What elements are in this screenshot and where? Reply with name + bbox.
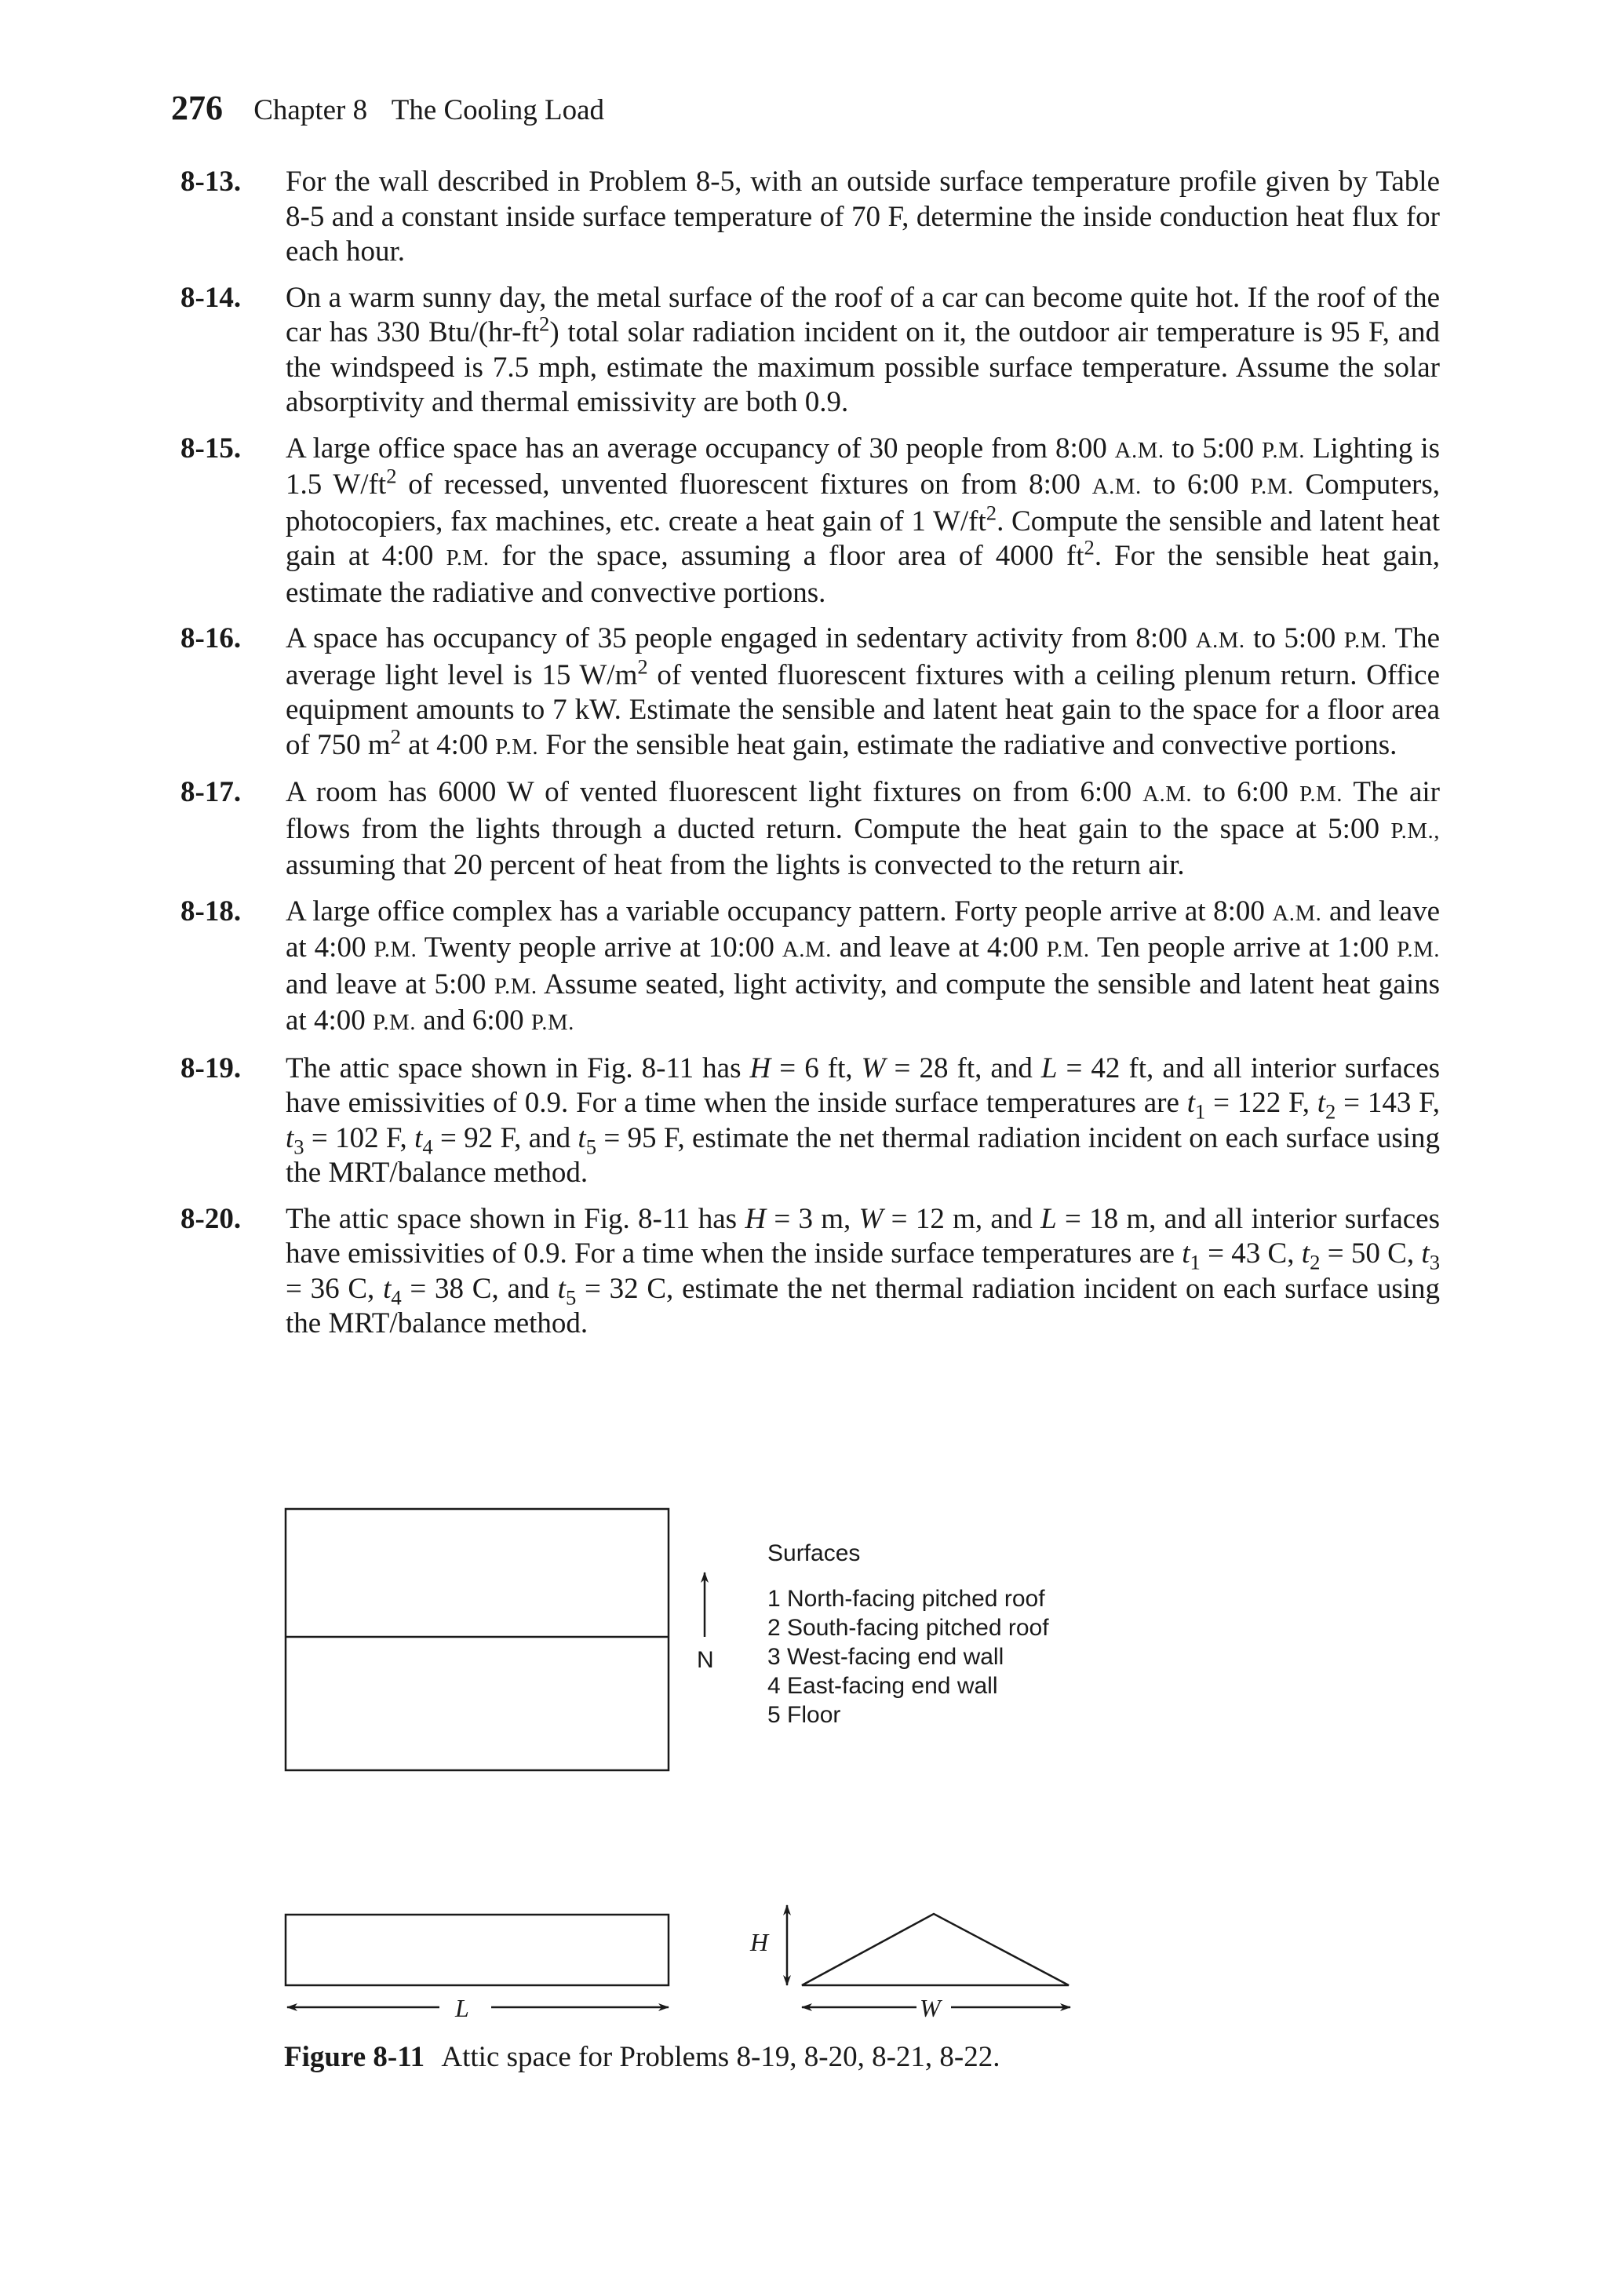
text-segment: 2 xyxy=(386,464,397,488)
front-view xyxy=(286,1915,669,1985)
text-segment: A large office space has an average occupancy of 30 people from 8:00 xyxy=(286,432,1115,465)
text-segment: P.M. xyxy=(1343,628,1387,653)
surface-item: 4 East-facing end wall xyxy=(767,1673,998,1699)
text-segment: t xyxy=(1317,1087,1326,1119)
text-segment: to 6:00 xyxy=(1141,468,1251,501)
text-segment: = 95 F, estimate the net thermal radiation incident on each surface using the MRT/balance method. xyxy=(286,1121,1440,1189)
text-segment: . For the sensible heat gain, estimate the radiative and convective portions. xyxy=(286,540,1440,609)
chapter-label: Chapter 8 xyxy=(253,94,368,126)
width-label: W xyxy=(920,1994,941,2022)
text-segment: Twenty people arrive at 10:00 xyxy=(417,931,782,964)
text-segment: 2 xyxy=(1310,1250,1321,1274)
text-segment: assuming that 20 percent of heat from the lights is convected to the return air. xyxy=(286,849,1185,881)
text-segment: = 28 ft, and xyxy=(885,1051,1041,1084)
text-segment: to 5:00 xyxy=(1164,432,1263,465)
text-segment: . Compute the sensible and latent heat gain at 4:00 xyxy=(286,505,1441,572)
north-label: N xyxy=(697,1647,714,1673)
surface-item: 3 West-facing end wall xyxy=(767,1644,1004,1670)
text-segment: = 3 m, xyxy=(766,1202,859,1235)
text-segment: 2 xyxy=(539,312,550,336)
problem-number: 8-14. xyxy=(180,281,242,314)
text-segment: and leave at 5:00 xyxy=(286,968,494,1000)
text-segment: H xyxy=(745,1202,767,1235)
text-segment: P.M., xyxy=(1390,818,1440,844)
text-segment: A.M. xyxy=(1142,782,1193,807)
text-segment: t xyxy=(1421,1237,1430,1270)
text-segment: 2 xyxy=(1325,1099,1336,1124)
text-segment: P.M. xyxy=(494,973,537,999)
surface-item: 2 South-facing pitched roof xyxy=(767,1615,1049,1641)
text-segment: t xyxy=(383,1272,392,1305)
problem-number: 8-13. xyxy=(180,166,242,198)
text-segment: A.M. xyxy=(1272,900,1322,926)
text-segment: The average light level is 15 W/m xyxy=(286,622,1441,691)
text-segment: = 43 C, xyxy=(1200,1237,1302,1270)
text-segment: t xyxy=(557,1272,566,1305)
text-segment: Ten people arrive at 1:00 xyxy=(1089,931,1397,964)
text-segment: = 50 C, xyxy=(1320,1237,1422,1270)
surfaces-heading: Surfaces xyxy=(767,1540,861,1566)
text-segment: ) total solar radiation incident on it, the outdoor air temperature is 95 F, and the windspeed is 7.5 mph, estimate the maximum possible surface temperature. Assume the solar absorptivity and thermal emissivity are both 0.9. xyxy=(286,316,1440,418)
text-segment: t xyxy=(1301,1237,1310,1270)
page-number: 276 xyxy=(171,89,223,127)
text-segment: H xyxy=(749,1051,771,1084)
text-segment: = 143 F, xyxy=(1336,1087,1440,1119)
text-segment: A room has 6000 W of vented fluorescent light fixtures on from 6:00 xyxy=(286,776,1143,808)
plan-outline xyxy=(286,1509,669,1770)
text-segment: Lighting is 1.5 W/ft xyxy=(286,432,1441,501)
text-segment: A.M. xyxy=(1114,437,1164,463)
text-segment: 3 xyxy=(1429,1250,1440,1274)
gable-view xyxy=(802,1914,1069,1985)
text-segment: A.M. xyxy=(782,937,832,962)
text-segment: 2 xyxy=(1084,535,1095,559)
text-segment: 2 xyxy=(986,501,997,525)
text-segment: = 36 C, xyxy=(286,1272,384,1305)
text-segment: to 5:00 xyxy=(1244,622,1344,654)
text-segment: P.M. xyxy=(530,1010,574,1035)
text-segment: A.M. xyxy=(1195,628,1245,653)
text-segment: 5 xyxy=(565,1285,577,1309)
text-segment: W xyxy=(861,1051,886,1084)
text-segment: 2 xyxy=(390,724,401,749)
text-segment: = 32 C, estimate the net thermal radiation incident on each surface using the MRT/balance method. xyxy=(286,1272,1441,1339)
text-segment: Computers, photocopiers, fax machines, etc. create a heat gain of 1 W/ft xyxy=(286,468,1440,538)
text-segment: = 92 F, and xyxy=(432,1121,578,1154)
figure-caption-text: Attic space for Problems 8-19, 8-20, 8-21, 8-22. xyxy=(441,2041,1000,2073)
surface-item: 5 Floor xyxy=(767,1702,841,1728)
text-segment: 4 xyxy=(422,1134,433,1158)
text-segment: P.M. xyxy=(1262,437,1305,463)
surface-item: 1 North-facing pitched roof xyxy=(767,1586,1045,1612)
height-label: H xyxy=(750,1928,769,1956)
text-segment: A space has occupancy of 35 people engaged in sedentary activity from 8:00 xyxy=(286,622,1196,654)
text-segment: = 6 ft, xyxy=(771,1051,862,1084)
text-segment: The air flows from the lights through a ducted return. Compute the heat gain to the space at 5:00 xyxy=(286,776,1440,845)
text-segment: = 42 ft, and all interior surfaces have emissivities of 0.9. For a time when the inside surface temperatures are xyxy=(286,1051,1441,1119)
text-segment: 2 xyxy=(637,654,648,679)
problem-number: 8-15. xyxy=(180,432,242,465)
text-segment: of recessed, unvented fluorescent fixtures on from 8:00 xyxy=(396,468,1092,501)
text-segment: 1 xyxy=(1190,1250,1201,1274)
text-segment: of vented fluorescent fixtures with a ceiling plenum return. Office equipment amounts to 7 kW. Estimate the sensible and latent heat gain to the space for a floor area of 750 m xyxy=(286,658,1440,761)
text-segment: 4 xyxy=(391,1285,402,1309)
text-segment: t xyxy=(1186,1087,1195,1119)
text-segment: for the space, assuming a floor area of 4000 ft xyxy=(489,540,1084,572)
text-segment: A large office complex has a variable occupancy pattern. Forty people arrive at 8:00 xyxy=(286,895,1273,928)
text-segment: at 4:00 xyxy=(400,728,496,761)
text-segment: On a warm sunny day, the metal surface of the roof of a car can become quite hot. If the roof of the car has 330 Btu/(hr-ft xyxy=(286,281,1440,348)
text-segment: P.M. xyxy=(372,1010,416,1035)
problem-number: 8-17. xyxy=(180,776,242,808)
text-segment: 3 xyxy=(293,1134,304,1158)
text-segment: The attic space shown in Fig. 8-11 has xyxy=(286,1051,750,1084)
text-segment: P.M. xyxy=(495,734,539,760)
text-segment: 1 xyxy=(1194,1099,1206,1124)
text-segment: = 122 F, xyxy=(1205,1087,1317,1119)
text-segment: = 12 m, and xyxy=(883,1202,1041,1235)
problem-number: 8-16. xyxy=(180,622,242,654)
text-segment: t xyxy=(1182,1237,1190,1270)
text-segment: P.M. xyxy=(1250,474,1294,499)
problem-number: 8-20. xyxy=(180,1202,242,1235)
text-segment: W xyxy=(858,1202,884,1235)
text-segment: and leave at 4:00 xyxy=(831,931,1047,964)
length-label: L xyxy=(455,1994,469,2022)
text-segment: P.M. xyxy=(1299,782,1343,807)
text-segment: P.M. xyxy=(446,545,490,570)
figure-caption-label: Figure 8-11 xyxy=(284,2041,425,2073)
text-segment: Assume seated, light activity, and compute the sensible and latent heat gains at 4:00 xyxy=(286,968,1440,1037)
text-segment: 5 xyxy=(585,1134,597,1158)
surface-list xyxy=(767,1586,1049,1728)
text-segment: t xyxy=(414,1121,423,1154)
text-segment: t xyxy=(578,1121,586,1154)
chapter-title: The Cooling Load xyxy=(391,94,605,126)
text-segment: For the sensible heat gain, estimate the radiative and convective portions. xyxy=(538,728,1397,761)
text-segment: P.M. xyxy=(374,937,417,962)
text-segment: = 18 m, and all interior surfaces have emissivities of 0.9. For a time when the inside surface temperatures are xyxy=(286,1202,1440,1270)
text-segment: = 102 F, xyxy=(304,1121,415,1154)
problem-number: 8-18. xyxy=(180,895,242,928)
figure-caption xyxy=(284,2040,1000,2074)
text-segment: L xyxy=(1040,1202,1057,1235)
text-segment: and leave at 4:00 xyxy=(286,895,1440,964)
plan-view xyxy=(286,1509,669,1770)
text-segment: and 6:00 xyxy=(415,1004,531,1037)
text-segment: L xyxy=(1040,1051,1058,1084)
text-segment: A.M. xyxy=(1091,474,1142,499)
text-segment: t xyxy=(286,1121,294,1154)
text-segment: P.M. xyxy=(1397,937,1441,962)
text-segment: The attic space shown in Fig. 8-11 has xyxy=(286,1202,745,1235)
problem-number: 8-19. xyxy=(180,1051,242,1084)
text-segment: P.M. xyxy=(1046,937,1090,962)
text-segment: For the wall described in Problem 8-5, with an outside surface temperature profile given by Table 8-5 and a constant inside surface temperature of 70 F, determine the inside conduction heat flux for each hour. xyxy=(286,166,1440,268)
text-segment: to 6:00 xyxy=(1192,776,1299,808)
text-segment: = 38 C, and xyxy=(401,1272,558,1305)
